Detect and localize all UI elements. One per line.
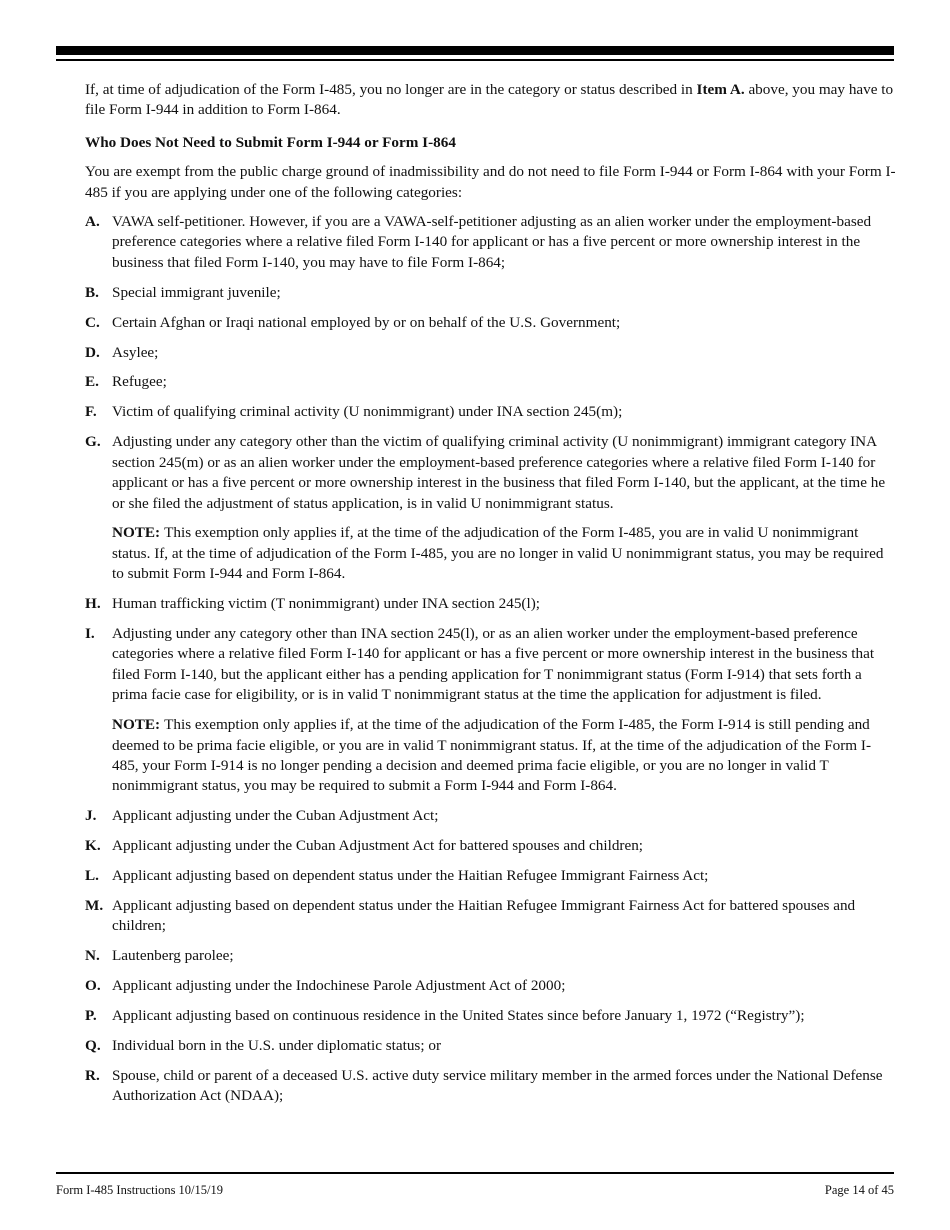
note-text: This exemption only applies if, at the time of the adjudication of the Form I-485, the Form I-914 is still pending and deemed to be prima facie eligible, or you are in valid T nonimmigrant status. If, at the time of the adjudication of the Form I-485, your Form I-914 is no longer pending a decision and deemed prima facie eligible, or you are no longer in valid T nonimmigrant status, you may be required to submit a Form I-944 and Form I-864.: [112, 716, 872, 795]
item-body: [112, 836, 897, 856]
item-letter: K.: [85, 837, 101, 855]
item-letter: P.: [85, 1007, 97, 1025]
list-item: [85, 432, 897, 584]
list-item: [85, 343, 897, 363]
item-letter: M.: [85, 897, 104, 914]
note-label: NOTE:: [112, 716, 161, 734]
item-letter: H.: [85, 595, 101, 613]
item-letter: A.: [85, 213, 100, 231]
item-body: [112, 594, 897, 614]
item-body: [112, 1006, 897, 1026]
item-body: [112, 1066, 897, 1107]
item-letter: D.: [85, 343, 100, 361]
item-letter: G.: [85, 433, 101, 451]
item-body: [112, 624, 897, 797]
item-note: [112, 523, 897, 584]
header-rule-thin: [56, 59, 894, 61]
item-letter: E.: [85, 373, 99, 391]
item-body: [112, 372, 897, 392]
item-body: [112, 976, 897, 996]
intro-item-reference: Item A.: [696, 81, 745, 98]
item-text: Applicant adjusting under the Cuban Adjustment Act;: [112, 807, 439, 825]
item-letter: I.: [85, 625, 95, 643]
list-item: [85, 402, 897, 422]
item-text: VAWA self-petitioner. However, if you are a VAWA-self-petitioner adjusting as an alien worker under the employment-based preference categories where a relative filed Form I-140 for applicant or has a five percent or more ownership interest in the business that filed Form I-140, you may have to file Form I-864;: [112, 213, 872, 271]
item-text: Asylee;: [112, 343, 159, 361]
list-item: [85, 624, 897, 797]
list-item: [85, 1036, 897, 1056]
list-item: [85, 283, 897, 303]
item-text: Applicant adjusting under the Cuban Adjustment Act for battered spouses and children;: [112, 837, 644, 855]
item-body: [112, 343, 897, 363]
item-text: Lautenberg parolee;: [112, 947, 234, 965]
item-body: [112, 402, 897, 422]
list-item: [85, 1066, 897, 1107]
item-letter: B.: [85, 283, 99, 301]
list-item: [85, 866, 897, 886]
item-letter: Q.: [85, 1037, 101, 1055]
list-item: [85, 896, 897, 937]
item-body: [112, 1036, 897, 1056]
list-item: [85, 372, 897, 392]
item-text: Applicant adjusting based on continuous residence in the United States since before January 1, 1972 (“Registry”);: [112, 1007, 805, 1025]
list-item: [85, 806, 897, 826]
item-body: [112, 212, 897, 273]
item-text: Adjusting under any category other than INA section 245(l), or as an alien worker under the employment-based preference categories where a relative filed Form I-140 for applicant or has a five percent or more ownership interest in the business that filed Form I-140, but the applicant either has a pending application for T nonimmigrant status (Form I-914) that sets forth a prima facie case for eligibility, or is in valid T nonimmigrant status at the time the application for adjustment is filed.: [112, 625, 875, 704]
item-text: Applicant adjusting under the Indochinese Parole Adjustment Act of 2000;: [112, 977, 566, 995]
exemption-paragraph: You are exempt from the public charge ground of inadmissibility and do not need to file Form I-944 or Form I-864 with your Form I-485 if you are applying under one of the following categories:: [85, 163, 896, 201]
section-heading: Who Does Not Need to Submit Form I-944 or Form I-864: [85, 133, 456, 151]
list-item: [85, 946, 897, 966]
list-item: [85, 594, 897, 614]
list-item: [85, 976, 897, 996]
intro-paragraph: [85, 80, 897, 121]
header-rule-thick: [56, 46, 894, 55]
item-text: Victim of qualifying criminal activity (U nonimmigrant) under INA section 245(m);: [112, 403, 623, 421]
intro-text-before: If, at time of adjudication of the Form I-485, you no longer are in the category or status described in: [85, 81, 697, 98]
item-text: Spouse, child or parent of a deceased U.S. active duty service military member in the armed forces under the National Defense Authorization Act (NDAA);: [112, 1066, 883, 1105]
note-label: NOTE:: [112, 524, 161, 542]
item-text: Special immigrant juvenile;: [112, 283, 281, 301]
item-body: [112, 313, 897, 333]
item-letter: N.: [85, 947, 100, 965]
item-letter: O.: [85, 977, 101, 995]
item-text: Adjusting under any category other than the victim of qualifying criminal activity (U nonimmigrant) immigrant category INA section 245(m) or as an alien worker under the employment-based preference categories where a relative filed Form I-140 for applicant or has a five percent or more ownership interest in the business that filed Form I-140, but the applicant, at the time he or she filed the adjustment of status application, is in valid U nonimmigrant status.: [112, 433, 886, 512]
list-item: [85, 1006, 897, 1026]
footer-page-number: Page 14 of 45: [824, 1183, 894, 1197]
item-body: [112, 432, 897, 584]
item-letter: L.: [85, 867, 99, 885]
item-text: Certain Afghan or Iraqi national employed by or on behalf of the U.S. Government;: [112, 313, 621, 331]
item-letter: C.: [85, 313, 100, 331]
page-content: [85, 80, 897, 1116]
item-body: [112, 866, 897, 886]
list-item: [85, 313, 897, 333]
item-body: [112, 946, 897, 966]
footer-rule: [56, 1172, 894, 1174]
item-body: [112, 283, 897, 303]
item-text: Individual born in the U.S. under diplomatic status; or: [112, 1037, 442, 1055]
list-item: [85, 836, 897, 856]
exemption-list: [85, 212, 897, 1107]
item-body: [112, 896, 897, 937]
intro-text-after: above, you may have to file Form I-944 in addition to Form I-864.: [85, 81, 894, 119]
item-letter: R.: [85, 1066, 100, 1084]
item-body: [112, 806, 897, 826]
note-text: This exemption only applies if, at the time of the adjudication of the Form I-485, you are in valid U nonimmigrant status. If, at the time of adjudication of the Form I-485, you are no longer in valid U nonimmigrant status, you may be required to submit Form I-944 and Form I-864.: [112, 524, 884, 583]
footer-form-edition: Form I-485 Instructions 10/15/19: [56, 1183, 224, 1197]
item-letter: F.: [85, 403, 97, 421]
item-text: Applicant adjusting based on dependent status under the Haitian Refugee Immigrant Fairness Act;: [112, 867, 709, 885]
list-item: [85, 212, 897, 273]
item-note: [112, 715, 897, 797]
item-text: Human trafficking victim (T nonimmigrant) under INA section 245(l);: [112, 595, 540, 613]
item-text: Refugee;: [112, 373, 167, 391]
item-text: Applicant adjusting based on dependent status under the Haitian Refugee Immigrant Fairness Act for battered spouses and children;: [112, 897, 856, 935]
item-letter: J.: [85, 807, 97, 825]
